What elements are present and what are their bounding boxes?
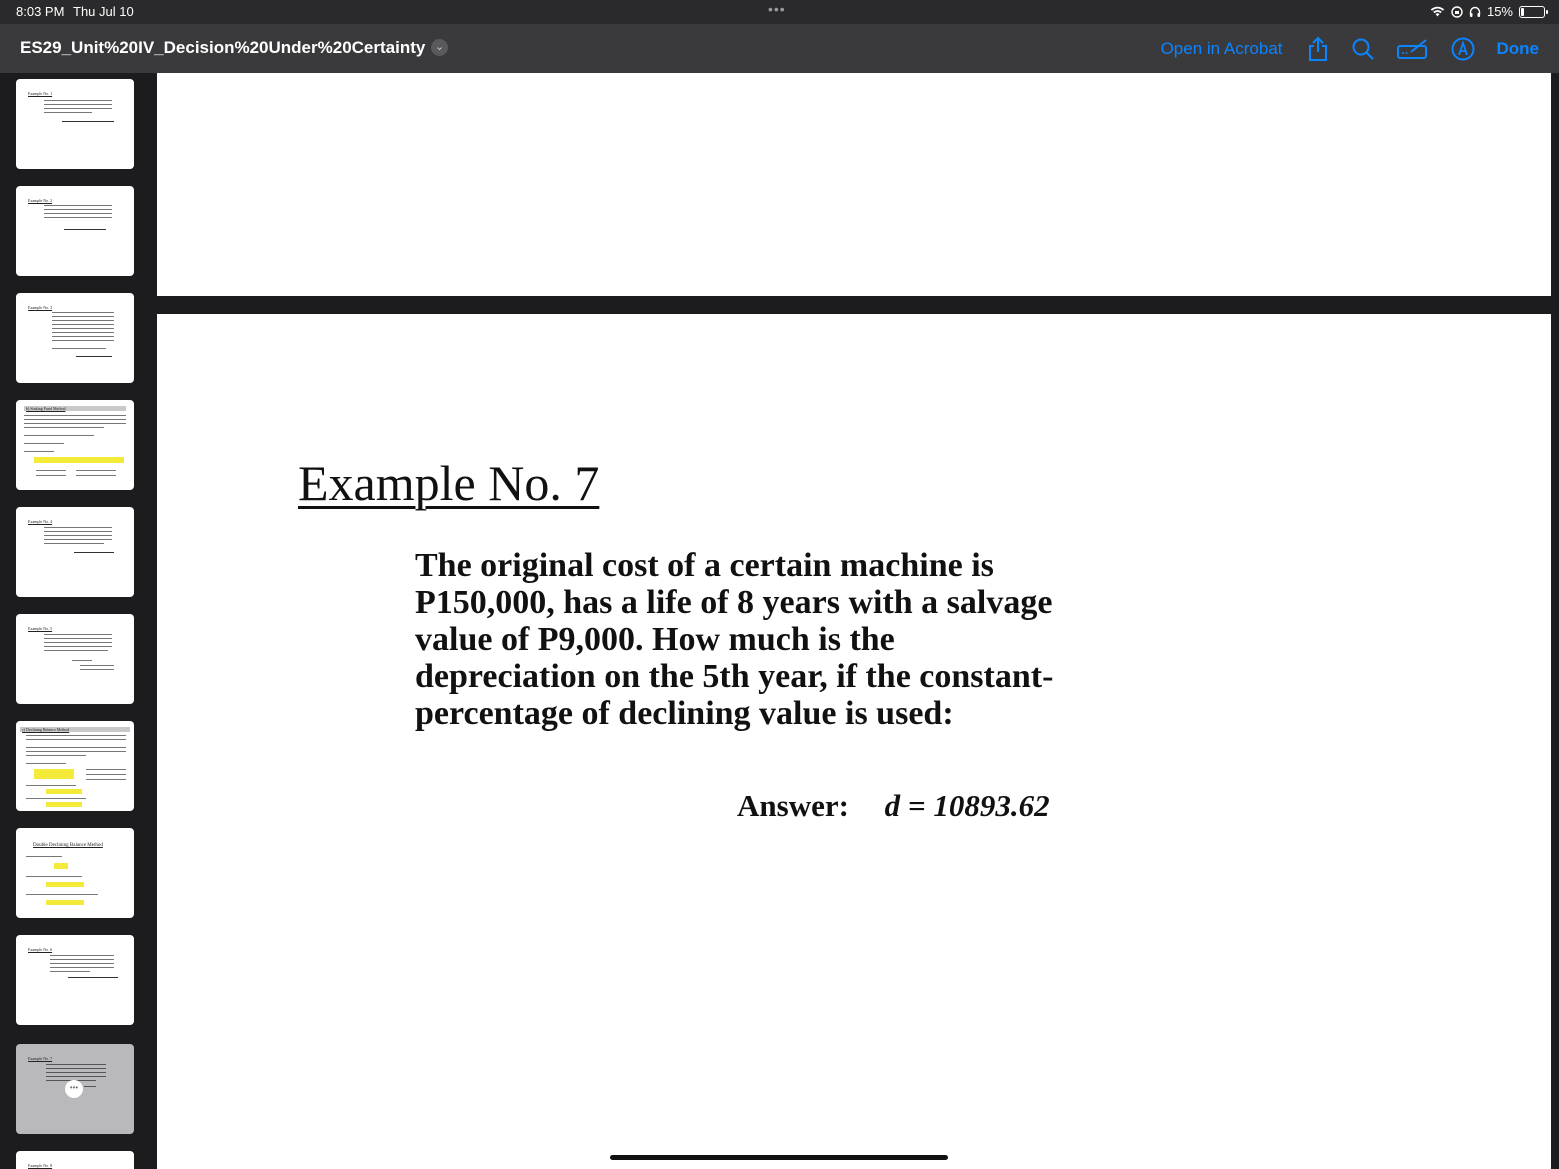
thumbnail-title: Example No. 5	[28, 626, 53, 631]
headphones-icon	[1469, 6, 1481, 18]
previous-page	[157, 73, 1551, 296]
document-title[interactable]: ES29_Unit%20IV_Decision%20Under%20Certainty	[20, 38, 426, 57]
document-view[interactable]	[150, 73, 1559, 1169]
open-in-acrobat-button[interactable]: Open in Acrobat	[1160, 39, 1283, 58]
share-icon[interactable]	[1307, 36, 1329, 62]
thumbnail-title: Example No. 4	[28, 519, 53, 524]
thumbnail-sidebar[interactable]	[0, 73, 150, 1169]
thumbnail-title: Example No. 1	[28, 91, 53, 96]
thumbnail-title: Example No. 3	[28, 305, 53, 310]
page-thumbnail[interactable]	[16, 828, 134, 918]
thumbnail-title: c) Declining Balance Method	[22, 727, 70, 732]
page-title: Example No. 7	[298, 455, 600, 511]
status-icons	[1430, 4, 1545, 19]
page-thumbnail[interactable]	[16, 400, 134, 490]
page-thumbnail-active[interactable]	[16, 1044, 134, 1134]
thumbnail-title: Example No. 2	[28, 198, 53, 203]
done-button[interactable]: Done	[1496, 39, 1539, 58]
nav-bar	[0, 24, 1559, 73]
page-thumbnail[interactable]	[16, 507, 134, 597]
status-date: Thu Jul 10	[73, 4, 134, 19]
battery-percent: 15%	[1486, 4, 1513, 19]
status-bar	[0, 0, 1559, 24]
thumbnail-title: Double Declining Balance Method	[33, 843, 103, 848]
chevron-down-icon[interactable]: ⌄	[431, 39, 448, 56]
battery-icon	[1519, 6, 1545, 18]
status-time: 8:03 PM	[16, 4, 65, 19]
fill-sign-icon[interactable]	[1397, 38, 1429, 60]
multitasking-dots-icon[interactable]: •••	[768, 1, 786, 17]
page-thumbnail[interactable]	[16, 1151, 134, 1169]
thumbnail-title: Example No. 8	[28, 1163, 53, 1168]
answer-value: d = 10893.62	[884, 788, 1050, 823]
wifi-icon	[1430, 6, 1445, 17]
page-thumbnail[interactable]	[16, 935, 134, 1025]
home-indicator[interactable]	[610, 1155, 948, 1160]
page-thumbnail[interactable]	[16, 293, 134, 383]
more-options-icon[interactable]: •••	[65, 1080, 83, 1098]
search-icon[interactable]	[1351, 37, 1375, 61]
thumbnail-title: Example No. 7	[28, 1056, 53, 1061]
answer	[737, 788, 1050, 824]
page-thumbnail[interactable]	[16, 186, 134, 276]
answer-label: Answer:	[737, 788, 849, 823]
screen-lock-rotation-icon	[1451, 6, 1463, 18]
current-page	[157, 314, 1551, 1169]
thumbnail-title: b) Sinking Fund Method	[26, 406, 66, 411]
page-thumbnail[interactable]	[16, 79, 134, 169]
problem-text: The original cost of a certain machine is P150,000, has a life of 8 years with a salvage value of P9,000. How much is the depreciation on the 5th year, if the constant-percentage of declining value is used:	[415, 547, 1054, 732]
page-thumbnail[interactable]	[16, 614, 134, 704]
thumbnail-title: Example No. 6	[28, 947, 53, 952]
battery-level	[1521, 8, 1524, 16]
nav-actions	[1161, 36, 1539, 62]
page-thumbnail[interactable]	[16, 721, 134, 811]
markup-icon[interactable]	[1451, 37, 1475, 61]
